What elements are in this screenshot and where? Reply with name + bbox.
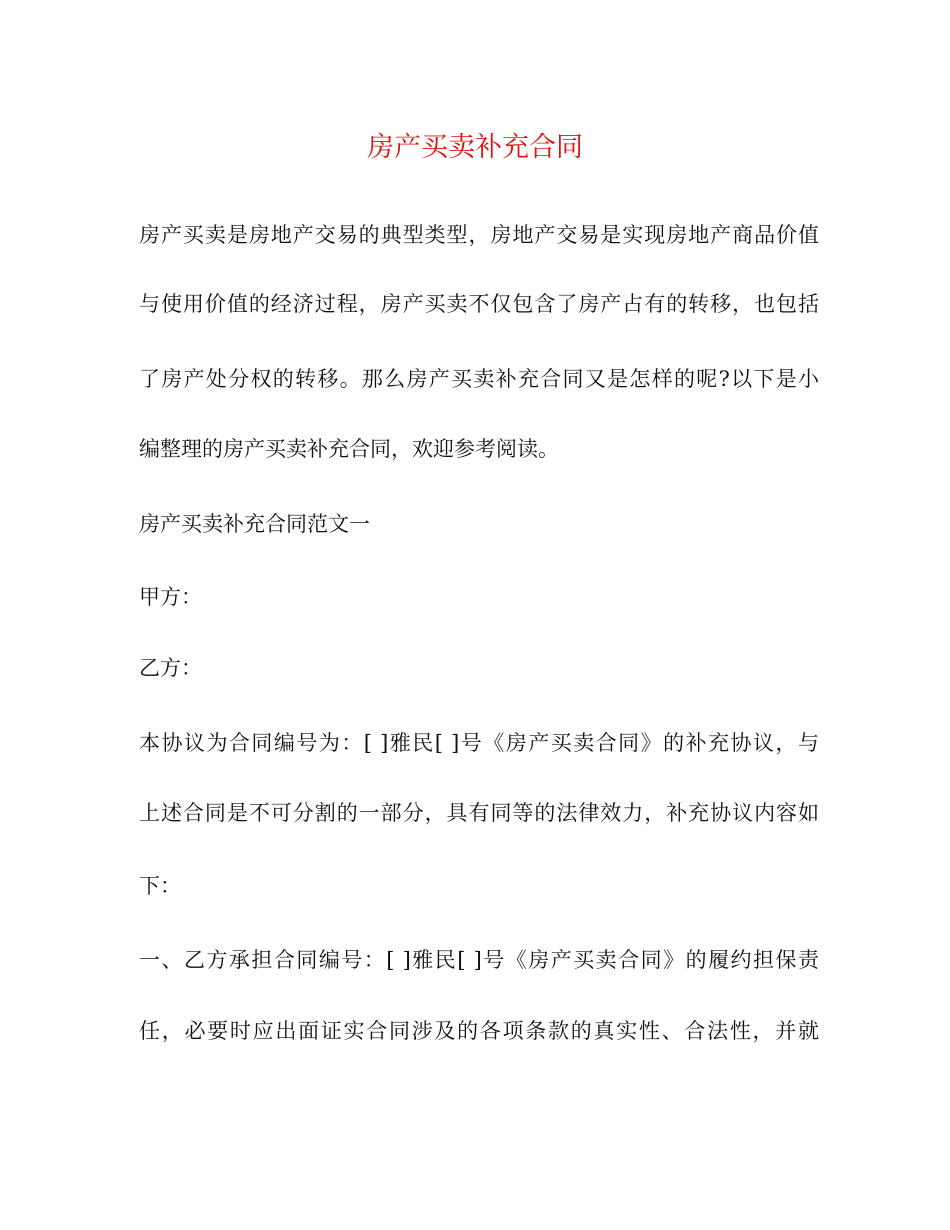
paragraph-line: 房产买卖是房地产交易的典型类型，房地产交易是实现房地产商品价值 — [139, 223, 819, 247]
paragraph-line: 本协议为合同编号为：[ ]雅民[ ]号《房产买卖合同》的补充协议，与 — [139, 731, 819, 755]
party-b-label: 乙方： — [139, 656, 202, 680]
party-a-label: 甲方： — [139, 585, 202, 609]
paragraph-line: 了房产处分权的转移。那么房产买卖补充合同又是怎样的呢?以下是小 — [139, 367, 819, 391]
paragraph-line: 下： — [139, 874, 181, 898]
document-title: 房产买卖补充合同 — [367, 132, 583, 163]
section-heading: 房产买卖补充合同范文一 — [139, 512, 370, 536]
paragraph-line: 与使用价值的经济过程，房产买卖不仅包含了房产占有的转移，也包括 — [139, 292, 819, 316]
clause-line: 任，必要时应出面证实合同涉及的各项条款的真实性、合法性，并就 — [139, 1019, 819, 1043]
paragraph-line: 上述合同是不可分割的一部分，具有同等的法律效力，补充协议内容如 — [139, 801, 819, 825]
paragraph-line: 编整理的房产买卖补充合同，欢迎参考阅读。 — [139, 437, 559, 461]
clause-line: 一、乙方承担合同编号：[ ]雅民[ ]号《房产买卖合同》的履约担保责 — [139, 948, 819, 972]
